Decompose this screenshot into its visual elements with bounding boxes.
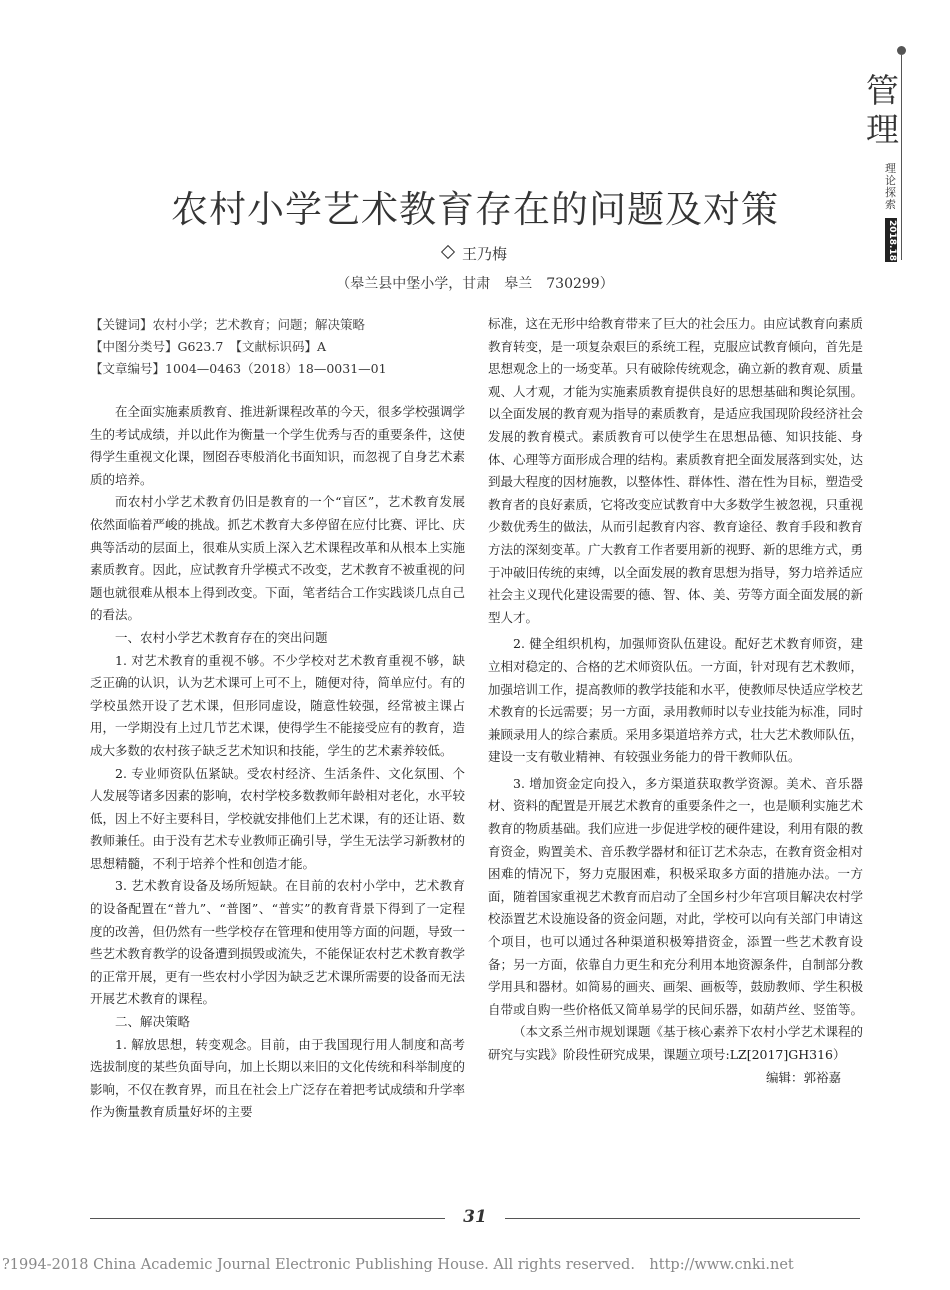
copyright-notice: ?1994-2018 China Academic Journal Electronic Publishing House. All rights reserved. http://www.cnki.net [2,1257,794,1273]
diamond-icon [441,245,455,259]
section-heading: 一、农村小学艺术教育存在的突出问题 [115,629,328,645]
section-char-1: 管 [866,71,899,110]
page-number: 31 [463,1207,487,1227]
keywords: 【关键词】农村小学；艺术教育；问题；解决策略 [90,317,366,332]
issue-badge: 2018.18 [887,219,897,261]
paragraph: 2. 健全组织机构，加强师资队伍建设。配好艺术教育师资，建立相对稳定的、合格的艺术师资队伍。一方面，针对现有艺术教师，加强培训工作，提高教师的教学技能和水平，使教师尽快适应学校艺术教育的长远需要；另一方面，录用教师时以专业技能为标准，同时兼顾录用人的综合素质。采用多渠道培养方式，壮大艺术教师队伍，建设一支有敬业精神、有较强业务能力的骨干教师队伍。 [488,636,864,765]
section-char-2: 理 [866,110,899,149]
editor-credit: 编辑：郭裕嘉 [765,1069,841,1085]
paragraph: 而农村小学艺术教育仍旧是教育的一个“盲区”，艺术教育发展依然面临着严峻的挑战。抓艺术教育大多停留在应付比赛、评比、庆典等活动的层面上，很难从实质上深入艺术课程改革和从根本上实施素质教育。因此，应试教育升学模式不改变，艺术教育不被重视的问题也就很难从根本上得到改变。下面，笔者结合工作实践谈几点自己的看法。 [90,494,466,623]
author-name: 王乃梅 [461,245,507,263]
paragraph: 1. 对艺术教育的重视不够。不少学校对艺术教育重视不够，缺乏正确的认识，认为艺术课可上可不上，随便对待，简单应付。有的学校虽然开设了艺术课，但形同虚设，随意性较强，经常被主课占用，一学期没有上过几节艺术课，使得学生不能接受应有的教育，造成大多数的农村孩子缺乏艺术知识和技能，学生的艺术素养较低。 [90,652,466,758]
left-column [90,401,465,1124]
article-title: 农村小学艺术教育存在的问题及对策 [171,188,779,231]
section-heading: 二、解决策略 [115,1014,191,1030]
paragraph: 在全面实施素质教育、推进新课程改革的今天，很多学校强调学生的考试成绩，并以此作为衡量一个学生优秀与否的重要条件，这使得学生重视文化课，囫囵吞枣般消化书面知识，而忽视了自身艺术素质的培养。 [90,404,466,487]
author-line [0,243,950,264]
right-column [488,313,863,1089]
paragraph: 1. 解放思想，转变观念。目前，由于我国现行用人制度和高考选拔制度的某些负面导向，加上长期以来旧的文化传统和科举制度的影响，不仅在教育界，而且在社会上广泛存在着把考试成绩和升学率作为衡量教育质量好坏的主要 [90,1036,466,1120]
section-subtitle: 理论探索 [885,162,896,211]
article-number: 【文章编号】1004—0463（2018）18—0031—01 [90,361,387,376]
footer-rule-left [90,1218,445,1219]
paragraph: 3. 增加资金定向投入，多方渠道获取教学资源。美术、音乐器材、资料的配置是开展艺术教育的重要条件之一，也是顺利实施艺术教育的物质基础。我们应进一步促进学校的硬件建设，利用有限的教育资金，购置美术、音乐教学器材和征订艺术杂志，在教育资金相对困难的情况下，努力克服困难，积极采取多方面的措施办法。一方面，随着国家重视艺术教育而启动了全国乡村少年宫项目解决农村学校添置艺术设施设备的资金问题，对此，学校可以向有关部门申请这个项目，也可以通过各种渠道积极筹措资金，添置一些艺术教育设备；另一方面，依靠自力更生和充分利用本地资源条件，自制部分教学用具和器材。如简易的画夹、画架、画板等，鼓励教师、学生积极自带或自购一些价格低又简单易学的民间乐器，如葫芦丝、竖笛等。 [488,775,864,1017]
affiliation: （皋兰县中堡小学，甘肃 皋兰 730299） [336,276,614,292]
paragraph: 标准，这在无形中给教育带来了巨大的社会压力。由应试教育向素质教育转变，是一项复杂艰巨的系统工程，克服应试教育倾向，首先是思想观念上的一场变革。只有破除传统观念，确立新的教育观、质量观、人才观，才能为实施素质教育提供良好的思想基础和舆论氛围。以全面发展的教育观为指导的素质教育，是适应我国现阶段经济社会发展的教育模式。素质教育可以使学生在思想品德、知识技能、身体、心理等方面形成合理的结构。素质教育把全面发展落到实处，达到最大程度的因材施教，以整体性、群体性、潜在性为目标，塑造受教育者的良好素质，它将改变应试教育中大多数学生被忽视，只重视少数优秀生的做法，从而引起教育内容、教育途径、教育手段和教育方法的深刻变革。广大教育工作者要用新的视野、新的思维方式，勇于冲破旧传统的束缚，以全面发展的教育思想为指导，努力培养适应社会主义现代化建设需要的德、智、体、美、劳等方面全面发展的新型人才。 [488,316,864,625]
classification: 【中图分类号】G623.7 【文献标识码】A [90,339,327,354]
paragraph: 2. 专业师资队伍紧缺。受农村经济、生活条件、文化氛围、个人发展等诸多因素的影响，农村学校多数教师年龄相对老化，水平较低，因上不好主要科目，学校就安排他们上艺术课，有的还让语、数教师兼任。由于没有艺术专业教师正确引导，学生无法学习新教材的思想精髓，不利于培养个性和创造才能。 [90,765,466,871]
paragraph: 3. 艺术教育设备及场所短缺。在目前的农村小学中，艺术教育的设备配置在“普九”、“普图”、“普实”的教育背景下得到了一定程度的改善，但仍然有一些学校存在管理和使用等方面的问题，导致一些艺术教育教学的设备遭到损毁或流失，不能保证农村艺术教育教学的正常开展，更有一些农村小学因为缺乏艺术课所需要的设备而无法开展艺术教育的课程。 [90,878,466,1007]
funding-note: （本文系兰州市规划课题《基于核心素养下农村小学艺术课程的研究与实践》阶段性研究成果，课题立项号:LZ[2017]GH316） [488,1024,864,1062]
footer-rule-right [505,1218,860,1219]
sidebar-dot [897,46,906,55]
